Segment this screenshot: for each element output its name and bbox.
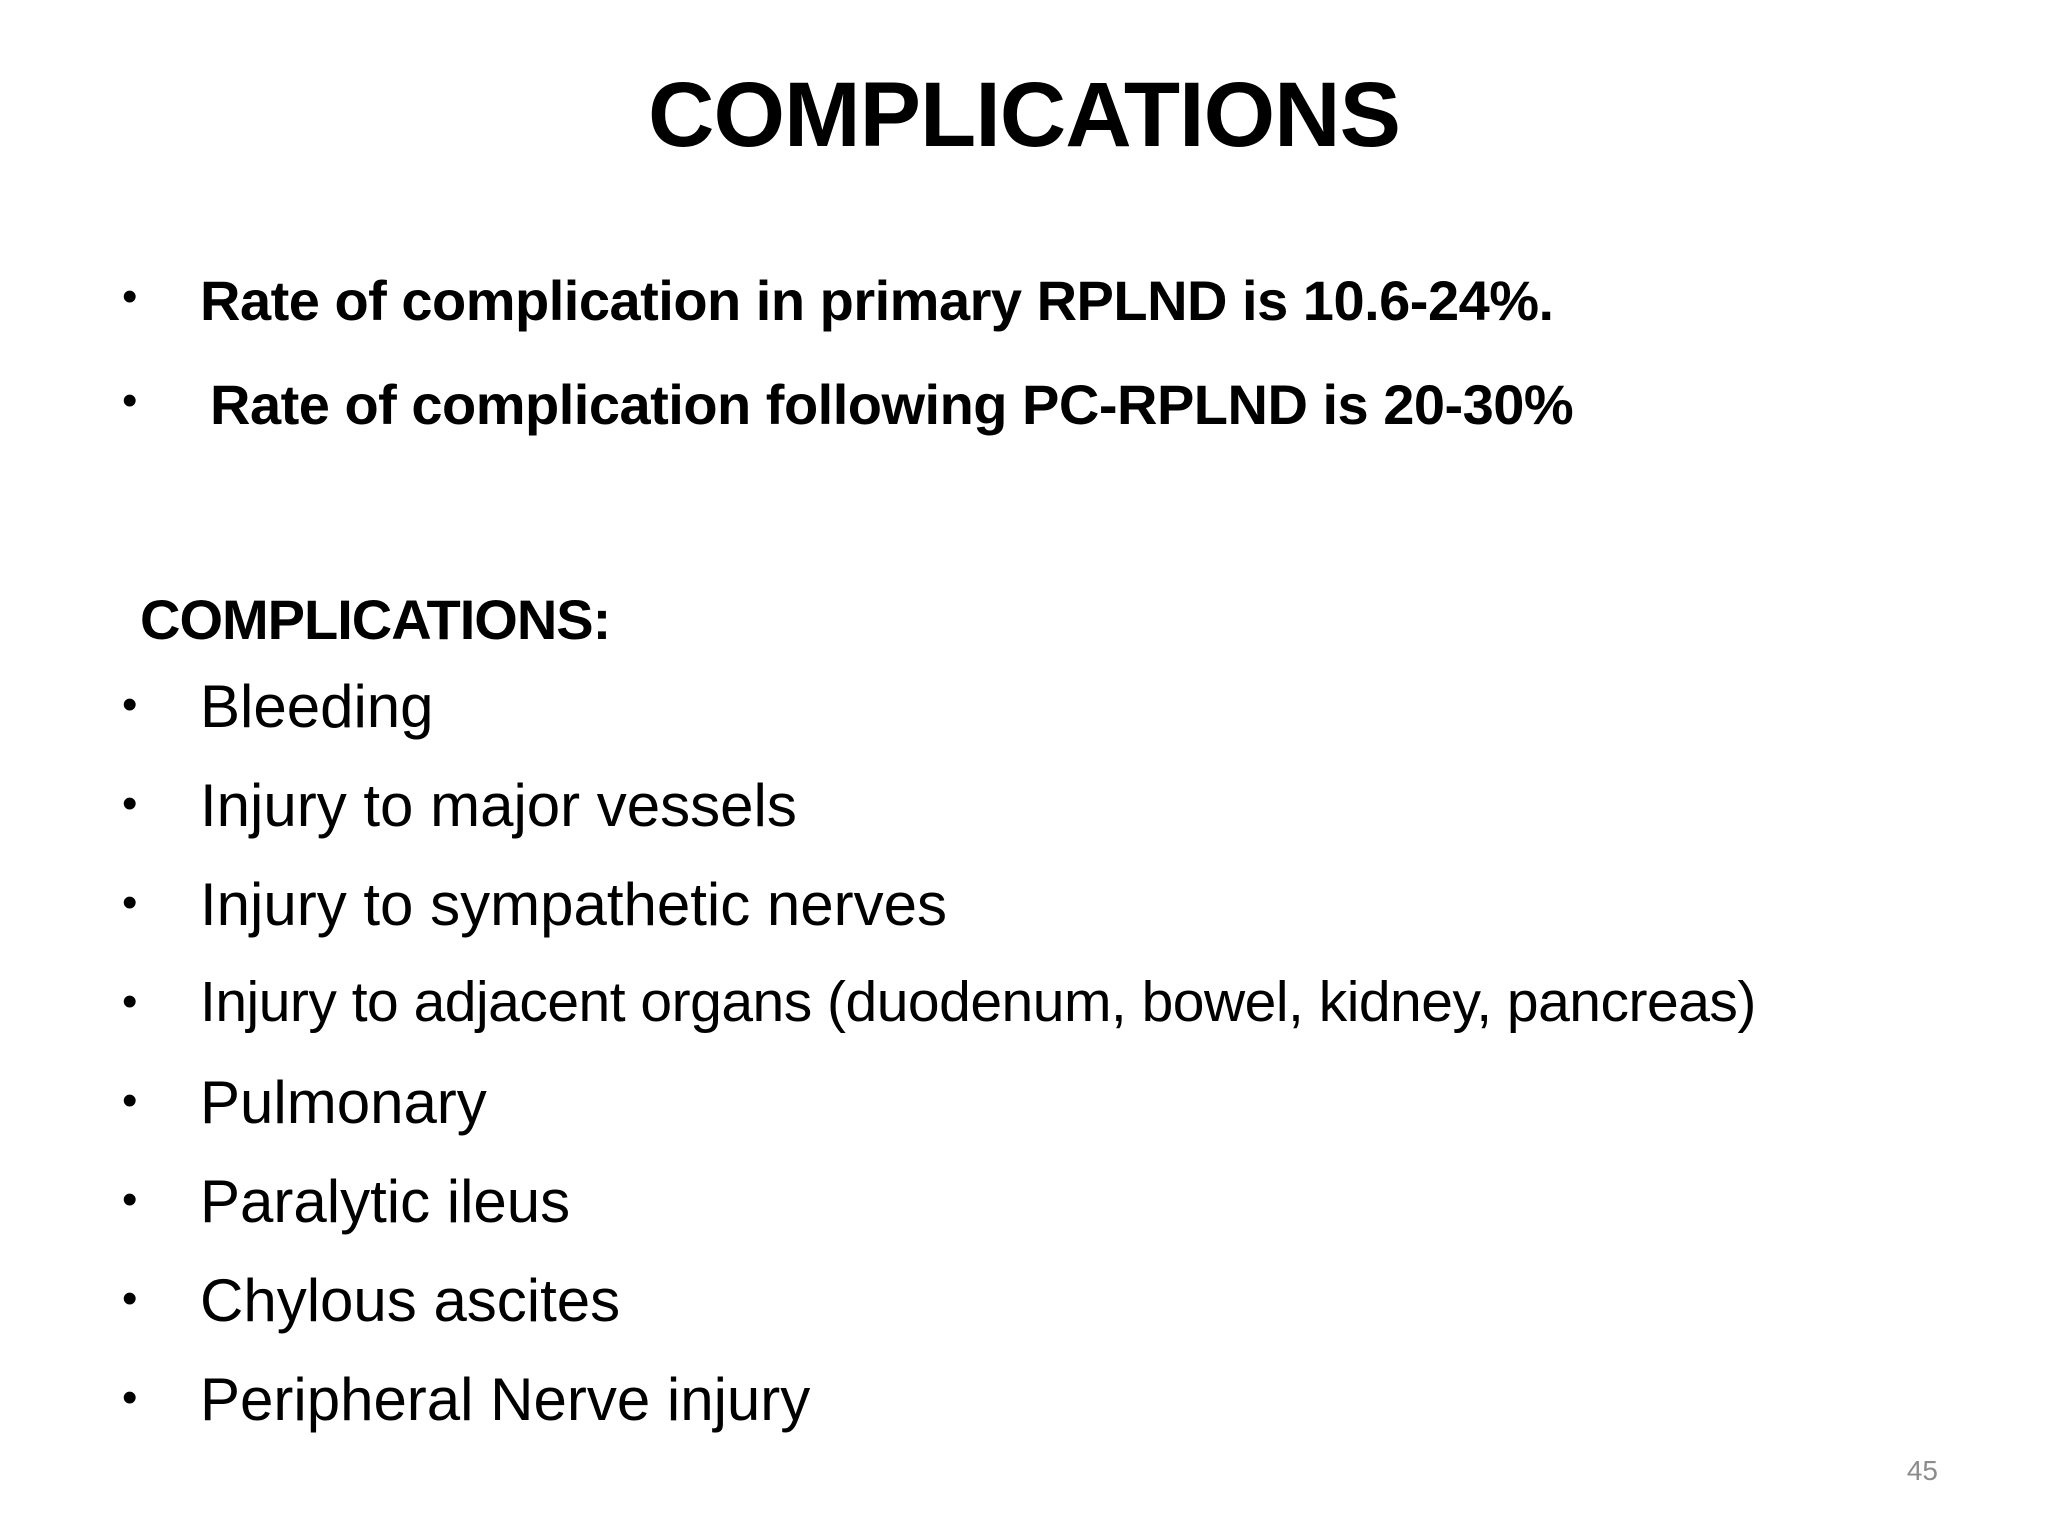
bullet-dot-icon: •	[122, 1076, 138, 1125]
complications-subheading: COMPLICATIONS:	[140, 588, 611, 651]
list-item-text: Chylous ascites	[200, 1267, 621, 1334]
stat-text: Rate of complication following PC-RPLND is 20-30%	[210, 373, 1574, 436]
list-item-text: Injury to adjacent organs (duodenum, bowel, kidney, pancreas)	[200, 970, 1756, 1034]
bullet-dot-icon: •	[122, 977, 138, 1026]
bullet-dot-icon: •	[122, 1175, 138, 1224]
list-item-text: Peripheral Nerve injury	[200, 1366, 811, 1433]
bullet-dot-icon: •	[122, 1373, 138, 1422]
bullet-dot-icon: •	[122, 779, 138, 828]
list-item-text: Pulmonary	[200, 1069, 487, 1136]
bullet-dot-icon: •	[122, 680, 138, 729]
slide-title: COMPLICATIONS	[648, 64, 1400, 166]
list-item-text: Injury to sympathetic nerves	[200, 871, 947, 938]
page-number: 45	[1906, 1455, 1938, 1486]
bullet-dot-icon: •	[122, 1274, 138, 1323]
list-item-text: Paralytic ileus	[200, 1168, 571, 1235]
bullet-dot-icon: •	[122, 272, 138, 321]
list-item-text: Injury to major vessels	[200, 772, 797, 839]
bullet-dot-icon: •	[122, 376, 138, 425]
list-item-text: Bleeding	[200, 673, 434, 740]
bullet-dot-icon: •	[122, 878, 138, 927]
stat-text: Rate of complication in primary RPLND is 10.6-24%.	[200, 269, 1554, 332]
